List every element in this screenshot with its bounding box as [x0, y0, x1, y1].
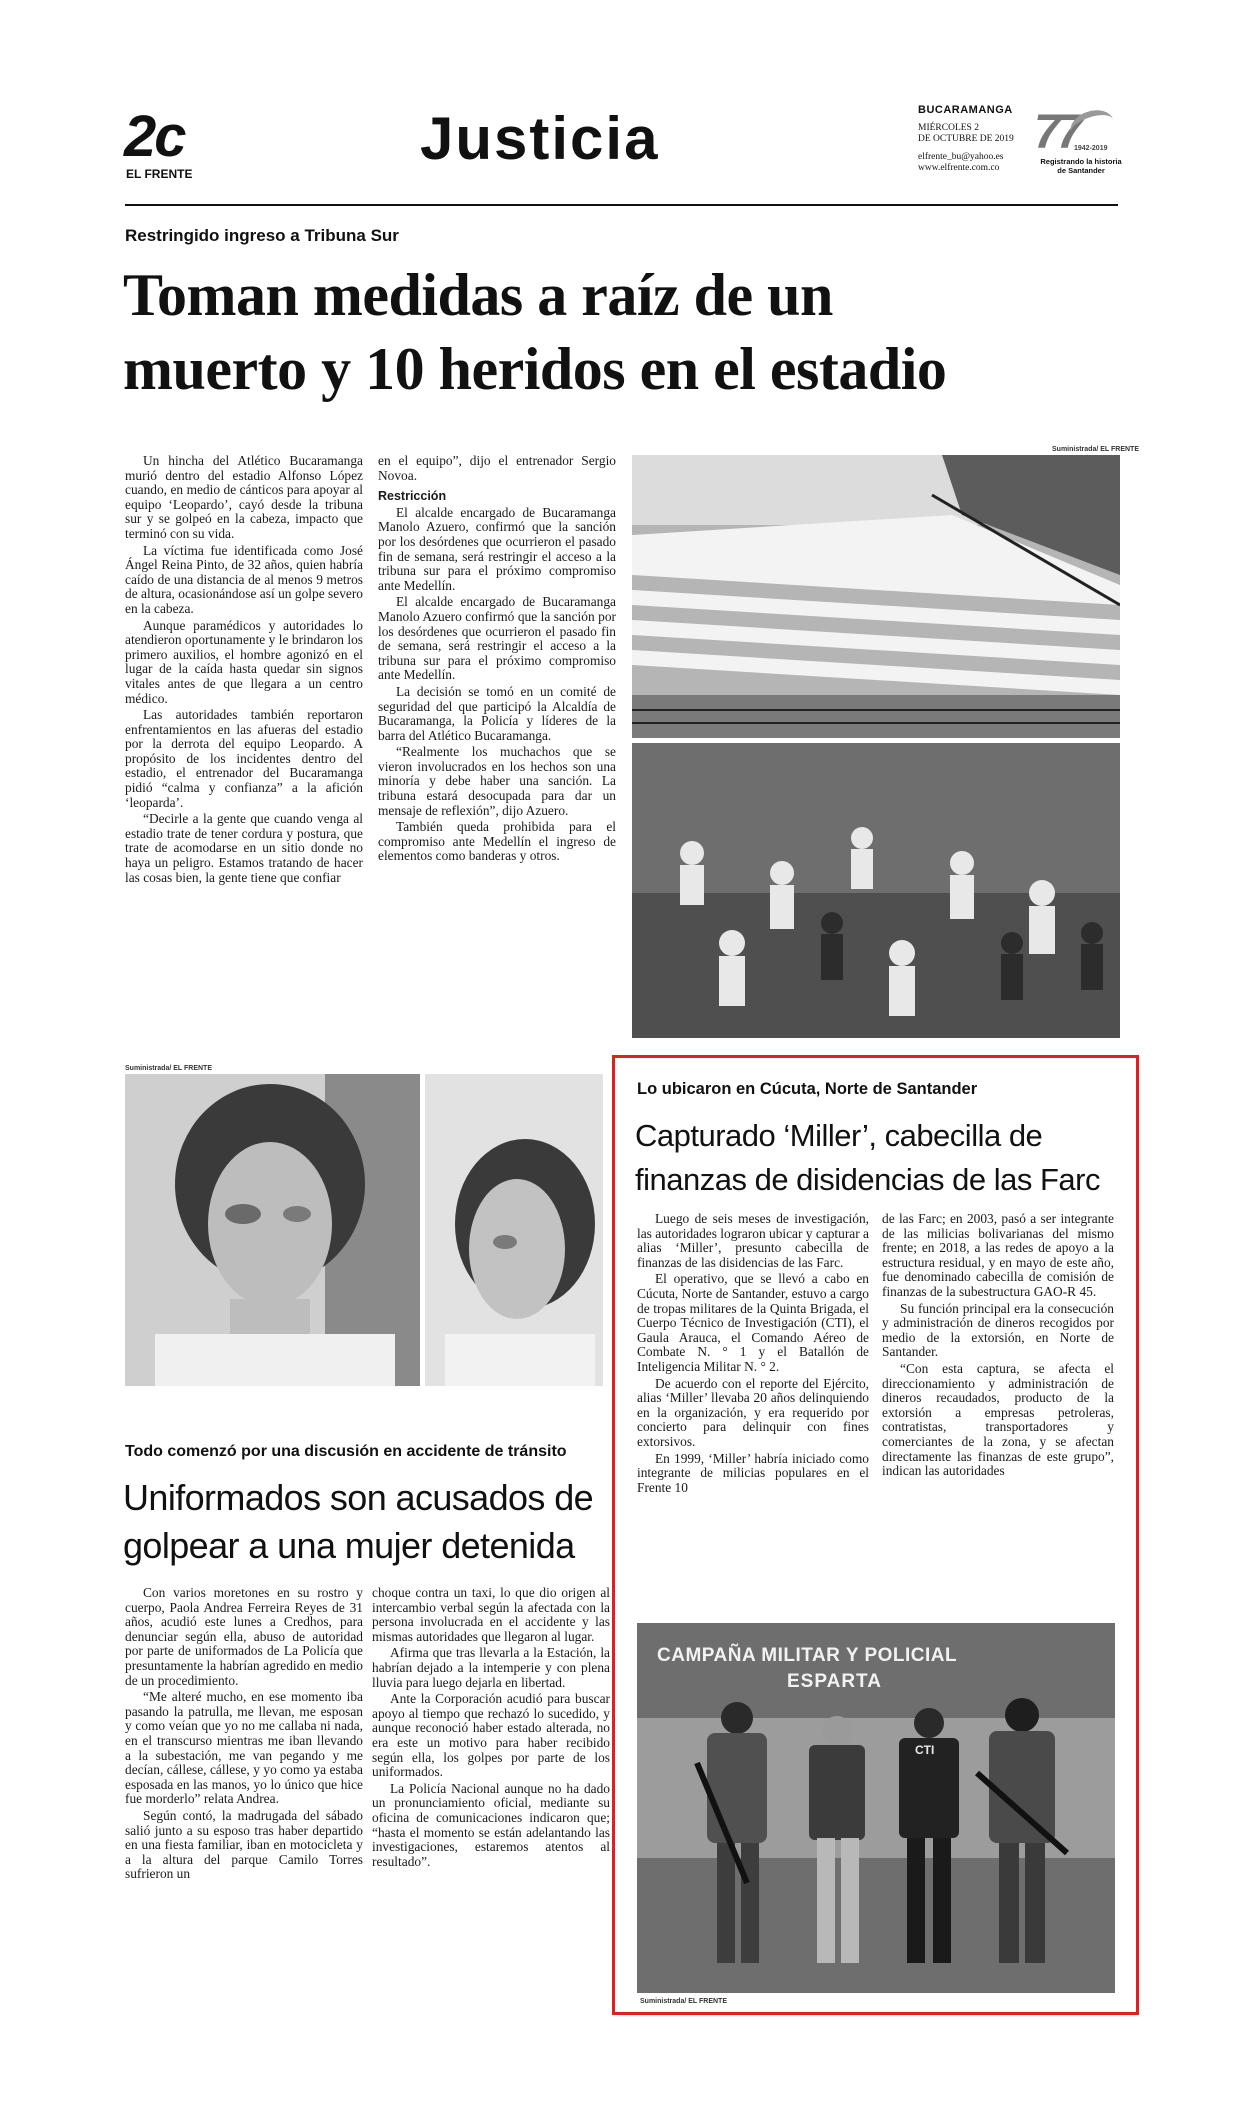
anniversary-logo — [1030, 105, 1120, 195]
story3-kicker: Lo ubicaron en Cúcuta, Norte de Santander — [637, 1080, 978, 1098]
paragraph: El alcalde encargado de Bucaramanga Manolo Azuero confirmó que la sanción por los desórdenes que ocurrieron el pasado fin de semana, será restringir el acceso a la tribuna sur para el próximo compromiso ante Medellín. — [378, 594, 616, 683]
paragraph: “Realmente los muchachos que se vieron involucrados en los hechos son una minoría y debe haber una sanción. La tribuna estará desocupada para dar un mensaje de reflexión”, dijo Azuero. — [378, 744, 616, 818]
paragraph: La Policía Nacional aunque no ha dado un pronunciamiento oficial, mediante su oficina de comunicaciones indicaron que; “hasta el momento se están adelantando las investigaciones, estaremos atentos al resultado”. — [372, 1780, 610, 1869]
masthead — [120, 105, 1120, 205]
paragraph: La decisión se tomó en un comité de seguridad del que participó la Alcaldía de Bucaramanga, la Policía y líderes de la barra del Atlético Bucaramanga. — [378, 683, 616, 743]
story3-column-1 — [637, 1212, 869, 1497]
woman-profile-image — [425, 1074, 603, 1386]
masthead-website[interactable]: www.elfrente.com.co — [918, 163, 1000, 173]
anniversary-slogan-2: de Santander — [1057, 166, 1105, 175]
paragraph: El alcalde encargado de Bucaramanga Manolo Azuero, confirmó que la sanción por los desórdenes que ocurrieron el pasado fin de semana, será restringir el acceso a la tribuna sur para el próximo compromiso ante Medellín. — [378, 504, 616, 593]
paragraph: En 1999, ‘Miller’ habría iniciado como integrante de milicias populares en el Frente 10 — [637, 1450, 869, 1495]
paragraph: El operativo, que se llevó a cabo en Cúcuta, Norte de Santander, estuvo a cargo de tropas militares de la Quinta Brigada, el Cuerpo Técnico de Investigación (CTI), el Gaula Arauca, el Comando Aéreo de Combate N. ° 1 y el Batallón de Inteligencia Militar N. ° 2. — [637, 1271, 869, 1374]
masthead-city: BUCARAMANGA — [918, 104, 1013, 116]
story1-headline — [123, 258, 1123, 406]
story1-headline-line2: muerto y 10 heridos en el estadio — [123, 336, 947, 402]
story2-headline-line2: golpear a una mujer detenida — [123, 1525, 575, 1566]
paragraph: Ante la Corporación acudió para buscar apoyo al tiempo que rechazó lo sucedido, y aunque reconoció haber estado alterada, no era este un motivo para haber recibido según ella, los golpes por parte de los uniformados. — [372, 1691, 610, 1780]
masthead-date-1: MIÉRCOLES 2 — [918, 122, 979, 133]
anniversary-number: 77 — [1034, 106, 1080, 159]
anniversary-year: 1942-2019 — [1074, 145, 1108, 152]
page-code: 2c — [124, 104, 185, 169]
story3-headline-line1: Capturado ‘Miller’, cabecilla de — [635, 1118, 1043, 1153]
section-title: Justicia — [420, 105, 660, 172]
stadium-stands-image — [632, 455, 1120, 738]
paragraph: en el equipo”, dijo el entrenador Sergio Novoa. — [378, 453, 616, 483]
paragraph: “Decirle a la gente que cuando venga al estadio trate de tener cordura y postura, que trate de acomodarse en un sitio donde no haya un peligro. Estamos tratando de hacer las cosas bien, la gente tiene que confiar — [125, 811, 363, 885]
woman-profile-photo — [425, 1074, 603, 1386]
paragraph: También queda prohibida para el compromiso ante Medellín el ingreso de elementos como banderas y otros. — [378, 819, 616, 864]
story1-column-1 — [125, 454, 363, 887]
stadium-brawl-image — [632, 743, 1120, 1038]
story1-subhead: Restricción — [378, 489, 447, 504]
story3-headline-line2: finanzas de disidencias de las Farc — [635, 1162, 1100, 1197]
paragraph: Un hincha del Atlético Bucaramanga murió dentro del estadio Alfonso López cuando, en medio de cánticos para apoyar al equipo ‘Leopardo’, cayó desde la tribuna sur y se golpeó en la cabeza, impacto que terminó con su vida. — [125, 453, 363, 541]
arrest-figures-image — [637, 1623, 1115, 1993]
paragraph: de las Farc; en 2003, pasó a ser integrante de las milicias bolivarianas del mismo frente; en 2018, a las redes de apoyo a la estructura residual, y en mayo de este año, fue denominado cabecilla de comisión de finanzas de la subestructura GAO-R 45. — [882, 1211, 1114, 1299]
masthead-email[interactable]: elfrente_bu@yahoo.es — [918, 151, 1004, 162]
story1-column-2 — [378, 454, 616, 866]
story3-headline — [635, 1114, 1130, 1202]
paragraph: Luego de seis meses de investigación, las autoridades lograron ubicar y capturar a alias ‘Miller’, presunto cabecilla de finanzas de las disidencias de las Farc. — [637, 1211, 870, 1270]
paragraph: “Con esta captura, se afecta el direccionamiento y administración de dineros recaudados, producto de la extorsión a empresas petroleras, contratistas, transportadores y comerciantes de la zona, y se afectan directamente las finanzas de este grupo”, indican las autoridades — [882, 1360, 1114, 1479]
stadium-stands-photo — [632, 455, 1120, 738]
story1-kicker: Restringido ingreso a Tribuna Sur — [125, 226, 399, 245]
story2-column-1 — [125, 1586, 363, 1884]
paragraph: choque contra un taxi, lo que dio origen al intercambio verbal según la afectada con la persona involucrada en el accidente y las mismas autoridades que llegaron al lugar. — [372, 1585, 610, 1644]
masthead-rule — [125, 204, 1118, 206]
story2-headline-line1: Uniformados son acusados de — [123, 1477, 594, 1518]
woman-front-image — [125, 1074, 420, 1386]
arrest-banner-line1: CAMPAÑA MILITAR Y POLICIAL — [657, 1645, 958, 1666]
paragraph: La víctima fue identificada como José Ángel Reina Pinto, de 32 años, quien habría caído de una distancia de al menos 9 metros de altura, ocasionándose así un golpe severo en la cabeza. — [125, 542, 363, 616]
woman-front-photo — [125, 1074, 420, 1386]
story2-headline — [123, 1474, 613, 1570]
paragraph: Según contó, la madrugada del sábado salió junto a su esposo tras haber departido en una fiesta familiar, iban en motocicleta y a la altura del parque Camilo Torres sufrieron un — [125, 1807, 363, 1882]
paragraph: Su función principal era la consecución y administración de dineros recogidos por medio de la extorsión, en Norte de Santander. — [882, 1300, 1114, 1360]
story2-column-2 — [372, 1586, 610, 1871]
paragraph: Con varios moretones en su rostro y cuerpo, Paola Andrea Ferreira Reyes de 31 años, acudió este lunes a Credhos, para denunciar según ella, abuso de autoridad por parte de uniformados de La Policía que presuntamente la habrían agredido en medio de un procedimiento. — [125, 1585, 363, 1688]
story1-headline-line1: Toman medidas a raíz de un — [123, 262, 833, 328]
masthead-info — [918, 105, 1018, 175]
story3-column-2 — [882, 1212, 1114, 1481]
story2-kicker: Todo comenzó por una discusión en accidente de tránsito — [125, 1443, 567, 1460]
paragraph: “Me alteré mucho, en ese momento iba pasando la patrulla, me llevan, me esposan y como veían que yo no me callaba ni nada, en el transcurso mientras me iban llevando a la subestación, me van pegando y me decían, cállese, cállese, y yo como ya estaba esposada en las manos, yo lo único que hice fue morderlo” relata Andrea. — [125, 1689, 363, 1807]
paragraph: De acuerdo con el reporte del Ejército, alias ‘Miller’ llevaba 20 años delinquiendo en la organización, y era requerido por concierto para delinquir con fines extorsivos. — [637, 1375, 869, 1449]
story2-photo-credit: Suministrada/ EL FRENTE — [125, 1065, 212, 1072]
paragraph: Afirma que tras llevarla a la Estación, la habrían dejado a la intemperie y con plena lluvia para luego dejarla en libertad. — [372, 1645, 610, 1690]
paper-name: EL FRENTE — [126, 167, 193, 181]
story3-photo-credit: Suministrada/ EL FRENTE — [640, 1998, 727, 2005]
arrest-banner-line2: ESPARTA — [787, 1671, 882, 1692]
paragraph: Aunque paramédicos y autoridades lo atendieron oportunamente y le brindaron los primero auxilios, el hombre agonizó en el lugar de la caída hasta quedar sin signos vitales antes de que llegara a un centro médico. — [125, 617, 363, 706]
stadium-brawl-photo — [632, 743, 1120, 1038]
arrest-photo — [637, 1623, 1115, 1993]
anniversary-slogan-1: Registrando la historia — [1040, 157, 1122, 166]
cti-vest-label: CTI — [915, 1743, 935, 1757]
masthead-date-2: DE OCTUBRE DE 2019 — [918, 134, 1014, 144]
paragraph: Las autoridades también reportaron enfrentamientos en las afueras del estadio por la derrota del equipo Leopardo. A propósito de los incidentes dentro del estadio, el entrenador del Bucaramanga pidió “calma y confianza” a la afición ‘leoparda’. — [125, 707, 363, 810]
story1-photo-credit: Suministrada/ EL FRENTE — [1052, 446, 1139, 453]
